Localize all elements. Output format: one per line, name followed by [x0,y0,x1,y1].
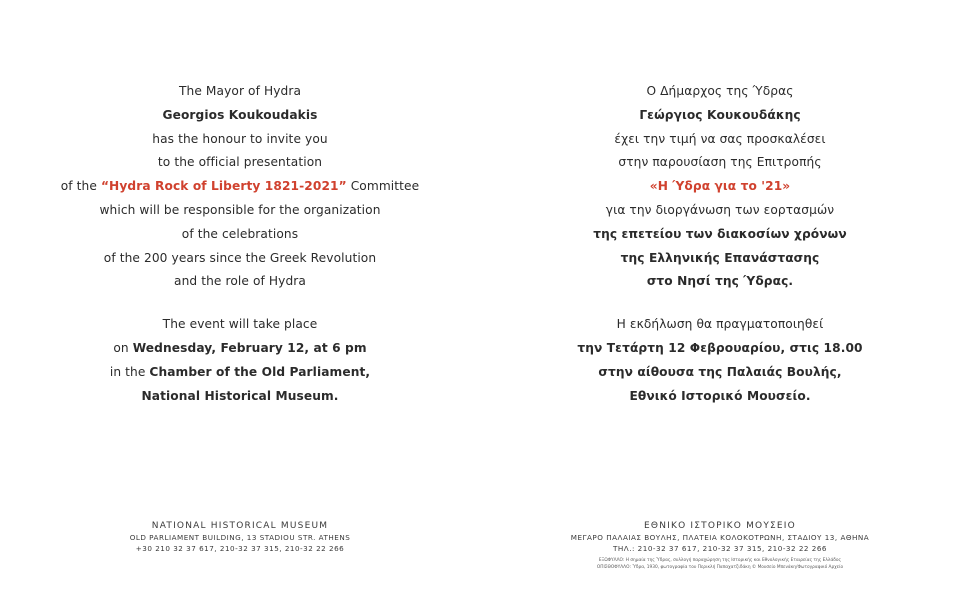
back-cover-credit: ΟΠΙΣΘΟΦΥΛΛΟ: Ύδρα, 1930, φωτογραφία του Περικλή Παπαχατζιδάκη © Μουσείο Μπενάκη/Φωτογραφικό Αρχείο [596,565,844,570]
committee-suffix-en: Committee [346,179,420,194]
anniversary-line-gr: της επετείου των διακοσίων χρόνων [593,226,847,241]
organization-line-en: which will be responsible for the organization [99,202,381,217]
museum-name-en: NATIONAL HISTORICAL MUSEUM [151,521,329,531]
event-venue-value-en: Chamber of the Old Parliament, [149,364,371,379]
event-museum-en: National Historical Museum. [141,388,339,403]
invite-line-gr: έχει την τιμή να σας προσκαλέσει [614,131,826,146]
museum-address-gr: ΜΕΓΑΡΟ ΠΑΛΑΙΑΣ ΒΟΥΛΗΣ, ΠΛΑΤΕΙΑ ΚΟΛΟΚΟΤΡΩΝΗ, ΣΤΑΔΙΟΥ 13, ΑΘΗΝΑ [570,533,870,542]
committee-prefix-en: of the [60,179,101,194]
invite-line-en: has the honour to invite you [152,131,328,146]
event-venue-prefix-en: in the [109,364,150,379]
mayor-title-en: The Mayor of Hydra [178,84,302,98]
museum-phones-en: +30 210 32 37 617, 210-32 37 315, 210-32 22 266 [135,544,345,553]
event-date-en [30,337,450,361]
museum-address-en: OLD PARLIAMENT BUILDING, 13 STADIOU STR. ATHENS [129,533,351,542]
cover-credit: ΕΞΩΦΥΛΛΟ: Η σημαία της Ύδρας, συλλογή παραχώρηση της Ιστορικής και Εθνολογικής Εταιρείας της Ελλάδος [598,558,842,563]
presentation-line-en: to the official presentation [157,155,323,170]
mayor-name-gr: Γεώργιος Κουκουδάκης [639,107,801,122]
event-venue-gr: στην αίθουσα της Παλαιάς Βουλής, [598,364,842,379]
event-intro-en: The event will take place [162,317,318,332]
anniversary-line-en: of the 200 years since the Greek Revolution [103,250,377,265]
english-invitation [30,80,450,408]
organization-line-gr: για την διοργάνωση των εορτασμών [605,202,835,217]
role-line-en: and the role of Hydra [174,274,306,289]
mayor-name-en: Georgios Koukoudakis [162,107,318,122]
presentation-line-gr: στην παρουσίαση της Επιτροπής [618,155,822,170]
event-date-value-en: Wednesday, February 12, at 6 pm [132,340,367,355]
footer-english [30,520,450,554]
mayor-title-gr: Ο Δήμαρχος της Ύδρας [646,84,794,98]
event-museum-gr: Εθνικό Ιστορικό Μουσείο. [629,388,811,403]
celebrations-line-en: of the celebrations [181,226,299,241]
committee-name-en: “Hydra Rock of Liberty 1821-2021” [100,179,347,194]
revolution-line-gr: της Ελληνικής Επανάστασης [620,250,820,265]
museum-name-gr: ΕΘΝΙΚΟ ΙΣΤΟΡΙΚΟ ΜΟΥΣΕΙΟ [644,521,796,531]
event-intro-gr: Η εκδήλωση θα πραγματοποιηθεί [616,317,824,332]
event-venue-en [30,361,450,385]
greek-invitation [510,80,930,408]
committee-line-en [30,175,450,199]
footer-greek [510,520,930,571]
museum-phones-gr: ΤΗΛ.: 210-32 37 617, 210-32 37 315, 210-32 22 266 [612,544,828,553]
committee-name-gr: «Η Ύδρα για το '21» [649,179,791,194]
island-line-gr: στο Νησί της Ύδρας. [646,274,794,289]
event-date-gr: την Τετάρτη 12 Φεβρουαρίου, στις 18.00 [577,340,863,355]
event-date-prefix-en: on [113,340,133,355]
